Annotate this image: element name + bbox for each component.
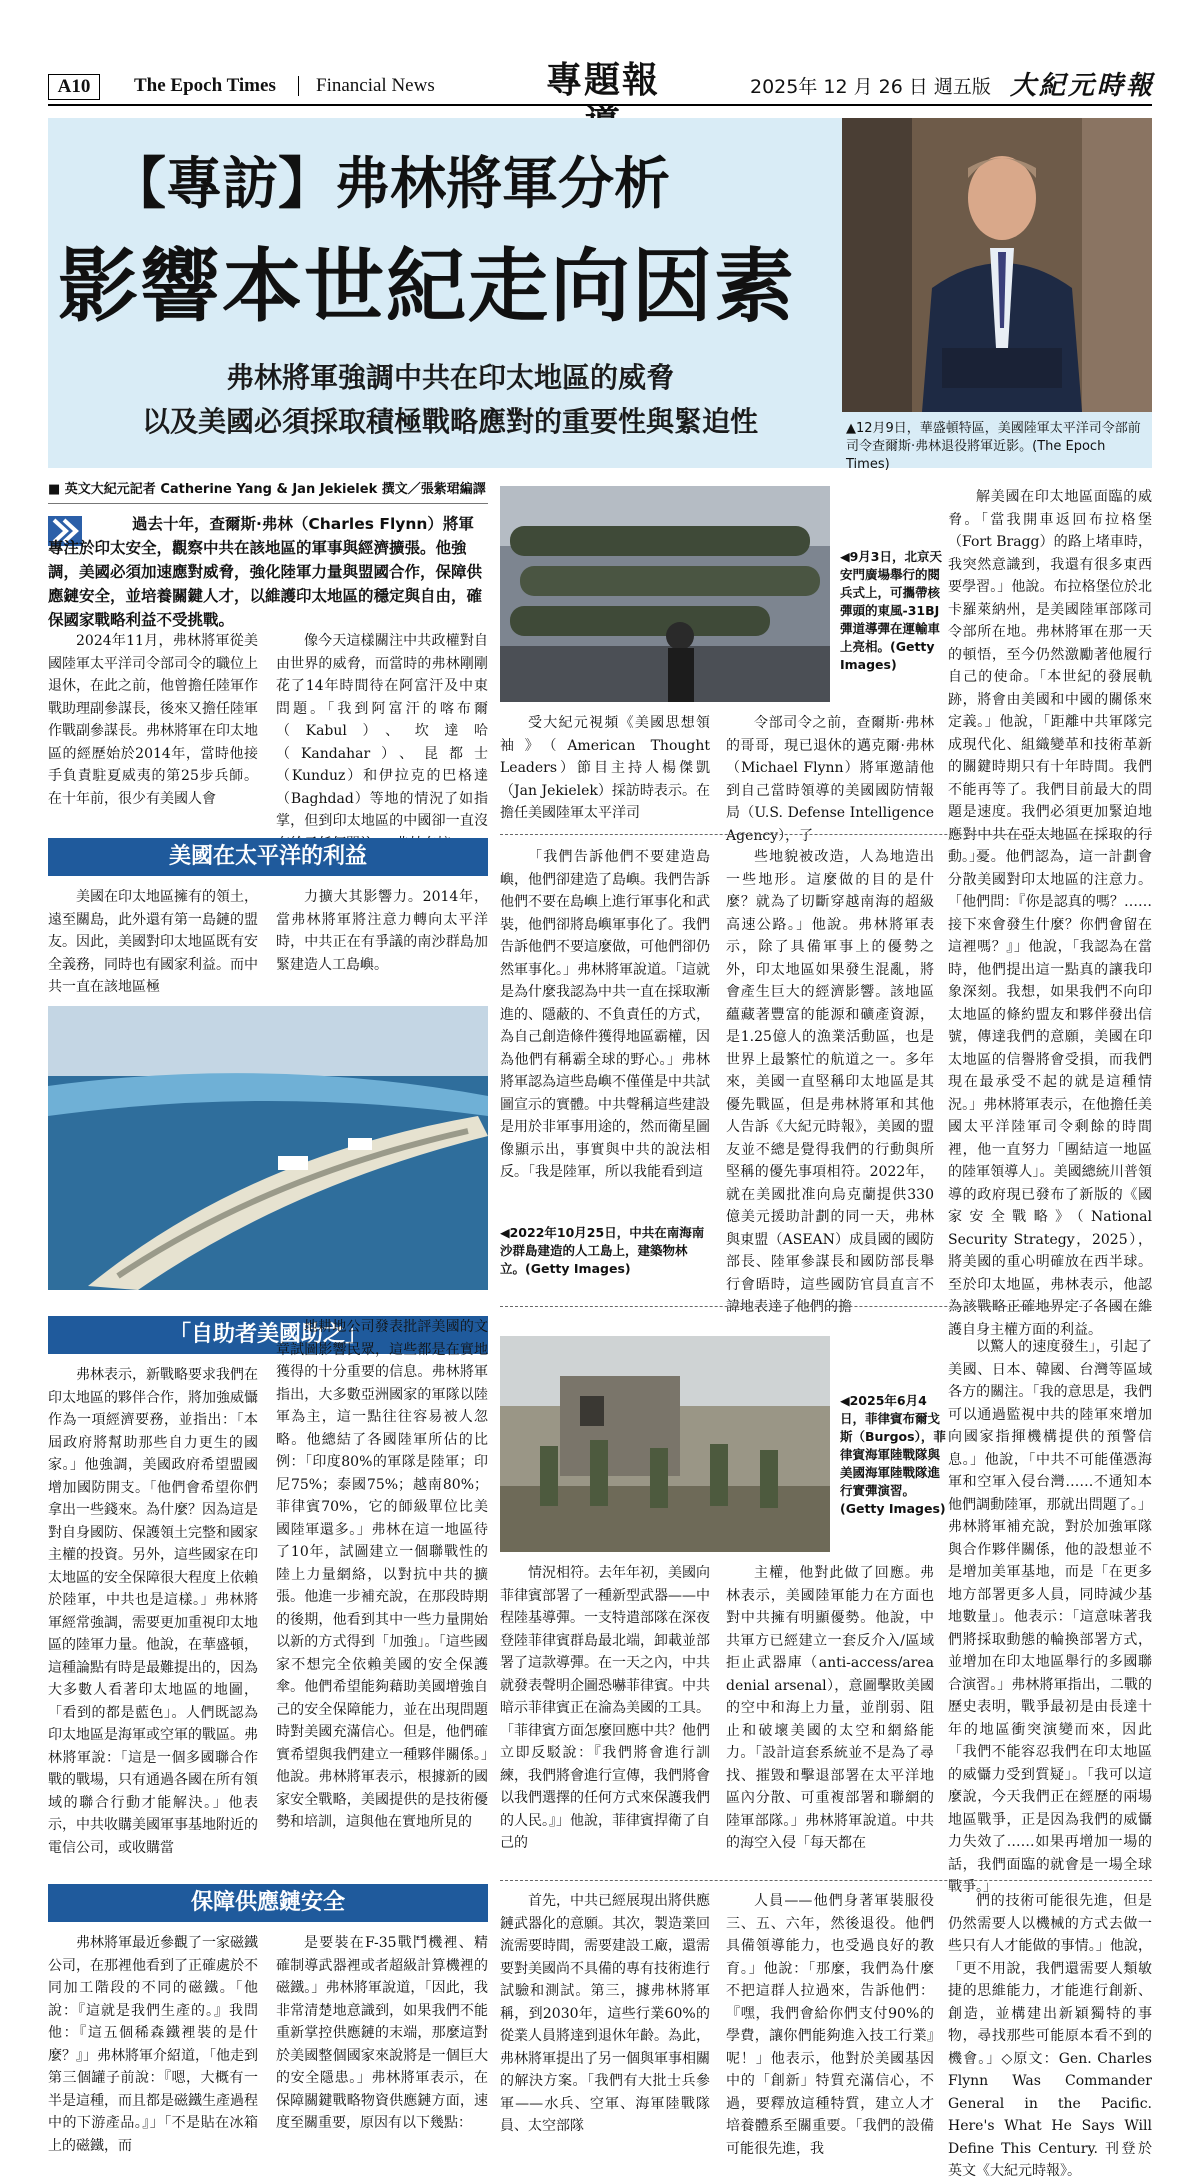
- supply-column-3: 首先，中共已經展現出將供應鏈武器化的意願。其次，製造業回流需要時間，需要建設工廠，還需要對美國尚不具備的專有技術進行試驗和測試。第三，據弗林將軍稱，到2030年，這些行業60%的從業人員將達到退休年齡。為此，弗林將軍提出了另一個與軍事相關的解決方案。「我們有大批士兵參軍——水兵、空軍、海軍陸戰隊員、太空部隊: [500, 1893, 710, 2134]
- feature-label: 專題報: [545, 59, 660, 101]
- self-help-column-1: 弗林表示，新戰略要求我們在印太地區的夥伴合作，將加強威懾作為一項經濟要務，並指出：「本屆政府將幫助那些自力更生的國家。」他強調，美國政府希望盟國增加國防開支。「他們會希望你們拿出一些錢來。為什麼？因為這是對自身國防、保護領土完整和國家主權的投資。另外，這些國家在印太地區的安全保障很大程度上依賴於陸軍，中共也是這樣。」弗林將軍經常強調，需要更加重視印太地區的陸軍力量。他說，在華盛頓，這種論點有時是最難提出的，因為大多數人看著印太地區的地圖，「看到的都是藍色」。人們既認為印太地區是海軍或空軍的戰區。弗林將軍說：「這是一個多國聯合作戰的戰場，只有通過各國在所有領域的聯合行動才能解決。」他表示，中共收購美國軍事基地附近的電信公司，或收購當: [48, 1367, 258, 1856]
- portrait-illustration: [842, 118, 1152, 412]
- page-number: A10: [48, 74, 100, 100]
- pacific-column-4: 些地貌被改造，人為地造出一些地形。這麼做的目的是什麼？就為了切斷穿越南海的超級高速公路。」他說。弗林將軍表示，除了具備軍事上的優勢之外，印太地區如果發生混亂，將會產生巨大的經濟影響。該地區蘊藏著豐富的能源和礦產資源，是1.25億人的漁業活動區，也是世界上最繁忙的航道之一。多年來，美國一直堅稱印太地區是其優先戰區，但是弗林將軍和其他人告訴《大紀元時報》，美國的盟友並不總是覺得我們的行動與所堅稱的優先事項相符。2022年，就在美國批准向烏克蘭提供330億美元援助計劃的同一天，弗林與東盟（ASEAN）成員國的國防部長、陸軍參謀長和國防部長舉行會晤時，這些國防官員直言不諱地表達了他們的擔: [726, 849, 934, 1315]
- issue-date: 2025年 12 月 26 日 週五版: [750, 76, 991, 98]
- supply-column-1: 弗林將軍最近參觀了一家磁鐵公司，在那裡他看到了正確處於不同加工階段的不同的磁鐵。「他說：『這就是我們生產的。』我問他：『這五個稀森鐵裡裝的是什麼？』」弗林將軍介紹道，「他走到第三個罐子前說：『嗯，大概有一半是這種，而且都是磁鐵生產過程中的下游產品。』」「不是貼在冰箱上的磁鐵，而: [48, 1935, 258, 2154]
- lead-paragraph: 過去十年，查爾斯·弗林（Charles Flynn）將軍專注於印太安全，觀察中共在該地區的軍事與經濟擴張。他強調，美國必須加速應對威脅，強化陸軍力量與盟國合作，保障供應鏈安全，並培養關鍵人才，以維護印太地區的穩定與自由，確保國家戰略利益不受挑戰。: [48, 515, 483, 629]
- intro-column-5: 解美國在印太地區面臨的威脅。「當我開車返回布拉格堡（Fort Bragg）的路上堵車時，我突然意識到，我還有很多東西要學習。」他說。布拉格堡位於北卡羅萊納州，是美國陸軍部隊司令部所在地。弗林將軍在那一天的頓悟，至今仍然激勵著他履行自己的使命。「本世紀的發展軌跡，將會由美國和中國的關係來定義。」他說，「距離中共軍隊完成現代化、組織變革和技術革新的關鍵時期只有十年時間。我們不能再等了。我們目前最大的問題是速度。我們必須更加緊迫地應對中共在亞太地區在採取的行動。」: [948, 489, 1152, 865]
- intro-column-4: 令部司令之前，查爾斯·弗林的哥哥，現已退休的邁克爾·弗林（Michael Flynn）將軍邀請他到自己當時領導的美國國防情報局（U.S. Defense Intelligence Agency），了: [726, 715, 934, 844]
- missile-parade-photo: [500, 486, 830, 702]
- intro-column-3: 受大紀元視頻《美國思想領袖》（American Thought Leaders）節目主持人楊傑凱（Jan Jekielek）採訪時表示。在擔任美國陸軍太平洋司: [500, 715, 710, 821]
- subheadline-line-1: 弗林將軍強調中共在印太地區的威脅: [225, 361, 674, 394]
- header-divider: [298, 76, 299, 96]
- section-divider: [500, 834, 1152, 835]
- section-name: Financial News: [316, 75, 435, 96]
- island-photo-caption: ◀2022年10月25日，中共在南海南沙群島建造的人工島上，建築物林立。(Getty Images): [500, 1225, 705, 1276]
- pacific-column-3: 「我們告訴他們不要建造島嶼，他們卻建造了島嶼。我們告訴他們不要在島嶼上進行軍事化和武裝，他們卻將島嶼軍事化了。我們告訴他們不要這麼做，可他們卻仍然軍事化。」弗林將軍說道。「這就是為什麼我認為中共一直在採取漸進的、隱蔽的、不負責任的方式，為自己創造條件獲得地區霸權，因為他們有稱霸全球的野心。」弗林將軍認為這些島嶼不僅僅是中共試圖宣示的實體。中共聲稱這些建設是用於非軍事用途的，然而衛星圖像顯示出，事實與中共的說法相反。「我是陸軍，所以我能看到這: [500, 849, 710, 1180]
- newspaper-logo: 大紀元時報: [1010, 71, 1156, 101]
- marines-exercise-photo: [500, 1336, 830, 1552]
- portrait-photo: [842, 118, 1152, 412]
- portrait-caption: ▲12月9日，華盛頓特區，美國陸軍太平洋司令部前司令查爾斯·弗林退役將軍近影。(The Epoch Times): [846, 421, 1141, 472]
- supply-column-2: 是要裝在F-35戰鬥機裡、精確制導武器裡或者超級計算機裡的磁鐵。」弗林將軍說道，「因此，我非常清楚地意識到，如果我們不能重新掌控供應鏈的末端，那麼這對於美國整個國家來說將是一個巨大的安全隱患。」弗林將軍表示，在保障關鍵戰略物資供應鏈方面，速度至關重要，原因有以下幾點：: [276, 1935, 488, 2131]
- pacific-column-2: 力擴大其影響力。2014年，當弗林將軍將注意力轉向太平洋時，中共正在有爭議的南沙群島加緊建造人工島嶼。: [276, 889, 488, 973]
- headline-kicker: 【專訪】弗林將軍分析: [110, 152, 670, 217]
- self-help-column-4: 主權，他對此做了回應。弗林表示，美國陸軍能力在方面也對中共擁有明顯優勢。他說，中共軍方已經建立一套反介入/區域拒止武器庫（anti-access/area denial arsenal），意圖擊敗美國的空中和海上力量，並削弱、阻止和破壞美國的太空和網絡能力。「設計這套系統並不是為了尋找、摧毀和擊退部署在太平洋地區內分散、可重複部署和聯網的陸軍部隊。」弗林將軍說道。中共的海空入侵「每天都在: [726, 1565, 934, 1851]
- supply-column-4: 人員——他們身著軍裝服役三、五、六年，然後退役。他們具備領導能力，也受過良好的教育。」他說：「那麼，我們為什麼不把這群人拉過來，告訴他們：『嘿，我們會給你們支付90%的學費，讓你們能夠進入技工行業』呢！」他表示，他對於美國基因中的「創新」特質充滿信心，不過，要釋放這種特質，建立人才培養體系至關重要。「我們的設備可能很先進，我: [726, 1893, 934, 2157]
- self-help-column-2: 地耕地公司發表批評美國的文章試圖影響民眾，這些都是在實地獲得的十分重要的信息。弗林將軍指出，大多數亞洲國家的軍隊以陸軍為主，這一點往往容易被人忽略。他總結了各國陸軍所佔的比例：「印度80%的軍隊是陸軍；印尼75%；泰國75%；越南80%；菲律賓70%，它的師級單位比美國陸軍還多。」弗林在這一地區待了10年，試圖建立一個聯戰性的陸上力量網絡，以對抗中共的擴張。他進一步補充說，在那段時期的後期，他看到其中一些力量開始以新的方式得到「加強」。「這些國家不想完全依賴美國的安全保護傘。他們希望能夠藉助美國增強自己的安全保障能力，並在出現問題時對美國充滿信心。但是，他們確實希望與我們建立一種夥伴關係。」他說。弗林將軍表示，根據新的國家安全戰略，美國提供的是技術優勢和培訓，這與他在實地所見的: [276, 1319, 488, 1830]
- section-divider: [500, 1306, 1152, 1307]
- subheadline-line-2: 以及美國必須採取積極戰略應對的重要性與緊迫性: [141, 405, 758, 438]
- marines-photo-caption: ◀2025年6月4日，菲律賓布爾戈斯（Burgos），菲律賓海軍陸戰隊與美國海軍陸戰隊進行實彈演習。(Getty Images): [840, 1393, 946, 1516]
- main-headline: 影響本世紀走向因素: [58, 239, 796, 333]
- intro-column-2: 像今天這樣關注中共政權對自由世界的威脅，而當時的弗林剛剛花了14年時間待在阿富汗及中東問題。「我到阿富汗的喀布爾（Kabul）、坎達哈（Kandahar）、昆都士（Kunduz）和伊拉克的巴格達（Baghdad）等地的情況了如指掌，但到印太地區的中國卻一直沒: [276, 633, 488, 829]
- artificial-island-photo: [48, 1006, 488, 1290]
- pacific-column-5: 憂。他們認為，這一計劃會分散美國對印太地區的注意力。「他們問：『你是認真的嗎？……接下來會發生什麼？你們會留在這裡嗎？』」他說，「我認為在當時，他們提出這一點真的讓我印象深刻。我想，如果我們不向印太地區的條約盟友和夥伴發出信號，傳達我們的意願，美國在印太地區的信譽將會受損，而我們現在最承受不起的就是這種情況。」弗林將軍表示，在他擔任美國太平洋陸軍司令剩餘的時間裡，他一直努力「團結這一地區的陸軍領導人」。美國總統川普領導的政府現已發布了新版的《國家安全戰略》（National Security Strategy，2025），將美國的重心明確放在西半球。至於印太地區，弗林表示，他認為該戰略正確地界定了各國在維護自身主權方面的利益。: [948, 849, 1152, 1338]
- section-heading-pacific: 美國在太平洋的利益: [48, 838, 488, 876]
- self-help-column-5: 以驚人的速度發生」，引起了美國、日本、韓國、台灣等區域各方的關注。「我的意思是，我們可以通過監視中共的陸軍來增加向國家指揮機構提供的預警信息。」他說，「中共不可能僅憑海軍和空軍入侵台灣……不通知本他們調動陸軍，那就出問題了。」弗林將軍補充說，對於加強軍隊與合作夥伴關係，他的設想並不是增加美軍基地，而是「在更多地方部署更多人員，同時減少基地數量」。他表示：「這意味著我們將採取動態的輪換部署方式，並增加在印太地區舉行的多國聯合演習。」弗林將軍指出，二戰的歷史表明，戰爭最初是由長達十年的地區衝突演變而來，因此「我們不能容忍我們在印太地區的威懾力受到質疑」。「我可以這麼說，今天我們正在經歷的兩場地區戰爭，正是因為我們的威懾力失效了……如果再增加一場的話，我們面臨的就會是一場全球戰爭。」: [948, 1339, 1152, 1895]
- supply-column-5: 們的技術可能很先進，但是仍然需要人以機械的方式去做一些只有人才能做的事情。」他說，「更不用說，我們還需要人類敏捷的思維能力，才能進行創新、創造，並構建出新穎獨特的事物，尋找那些可能原本看不到的機會。」◇原文：Gen. Charles Flynn Was Commander General in the Pacific. Here's What He Says Will Define This Century. 刊登於英文《大紀元時報》。: [948, 1893, 1152, 2179]
- section-heading-self-help: 「自助者美國助之」: [48, 1316, 488, 1354]
- self-help-column-3: 情況相符。去年年初，美國向菲律賓部署了一種新型武器——中程陸基導彈。一支特遣部隊在深夜登陸菲律賓群島最北端，卸載並部署了這款導彈。在一天之內，中共就發表聲明企圖恐嚇菲律賓。中共暗示菲律賓正在淪為美國的工具。「菲律賓方面怎麼回應中共？他們立即反駁說：『我們將會進行訓練，我們將會進行宣傳，我們將會以我們選擇的任何方式來保護我們的人民。』」他說，菲律賓捍衛了自己的: [500, 1565, 710, 1851]
- intro-column-1: 2024年11月，弗林將軍從美國陸軍太平洋司令部司令的職位上退休，在此之前，他曾擔任陸軍作戰助理副參謀長，後來又擔任陸軍作戰副參謀長。弗林將軍在印太地區的經歷始於2014年，當時他接手負責駐夏威夷的第25步兵師。在十年前，很少有美國人會: [48, 633, 258, 807]
- missile-photo-caption: ◀9月3日，北京天安門廣場舉行的閱兵式上，可攜帶核彈頭的東風-31BJ彈道導彈在運輸車上亮相。(Getty Images): [840, 549, 943, 672]
- pacific-column-1: 美國在印太地區擁有的領土，遠至關島，此外還有第一島鏈的盟友。因此，美國對印太地區既有安全義務，同時也有國家利益。而中共一直在該地區極: [48, 889, 258, 995]
- publication-name: The Epoch Times: [134, 75, 276, 96]
- byline: ■ 英文大紀元記者 Catherine Yang & Jan Jekielek 撰文／張紫珺編譯: [48, 480, 488, 504]
- section-divider: [500, 1880, 1152, 1881]
- section-heading-supply-chain: 保障供應鏈安全: [48, 1884, 488, 1922]
- subheadline: [100, 356, 800, 444]
